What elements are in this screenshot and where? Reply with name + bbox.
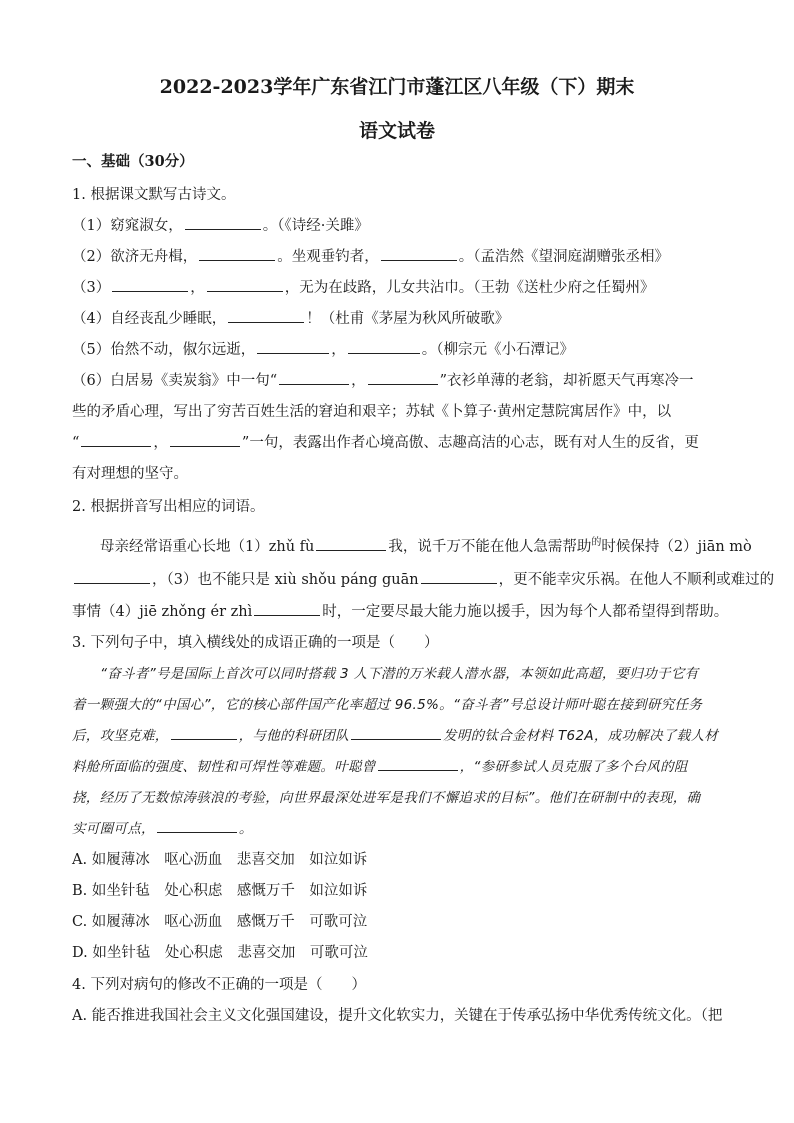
answer-blank <box>351 738 441 740</box>
answer-blank <box>170 445 240 447</box>
answer-blank <box>257 352 329 354</box>
q3-passage-line2: 着一颗强大的“中国心”，它的核心部件国产化率超过 96.5%。“奋斗者”号总设计师叶聪在接到研究任务 <box>72 697 703 713</box>
answer-blank <box>74 582 150 584</box>
q3-passage-line6: 实可圈可点， 。 <box>72 821 253 837</box>
q1-item-4: （4）自经丧乱少睡眠， ！（杜甫《茅屋为秋风所破歌》 <box>72 311 510 327</box>
answer-blank <box>185 228 261 230</box>
q1-item-1: （1）窈窕淑女， 。（《诗经·关雎》 <box>72 218 369 234</box>
q1-item-5: （5）佁然不动，俶尔远逝， ， 。（柳宗元《小石潭记》 <box>72 342 574 358</box>
exam-title: 2022-2023学年广东省江门市蓬江区八年级（下）期末 <box>159 76 635 98</box>
section-heading-basics: 一、基础（30分） <box>72 153 194 170</box>
q3-passage-line5: 挠，经历了无数惊涛骇浪的考验，向世界最深处进军是我们不懈追求的目标”。他们在研制中的表现，确 <box>72 790 701 806</box>
q2-para-line2: ，（3）也不能只是 xiù shǒu páng guān ，更不能幸灾乐祸。在他人不顺利或难过的 <box>72 568 774 589</box>
exam-subtitle: 语文试卷 <box>358 120 435 142</box>
q1-item-2: （2）欲济无舟楫， 。坐观垂钓者， 。（孟浩然《望洞庭湖赠张丞相》 <box>72 249 669 265</box>
answer-blank <box>112 290 188 292</box>
q3-option-b[interactable]: B. 如坐针毡 处心积虑 感慨万千 如泣如诉 <box>72 883 368 899</box>
q3-passage-line1: “奋斗者”号是国际上首次可以同时搭载 3 人下潜的万米载人潜水器，本领如此高超，要归功于它有 <box>100 666 699 682</box>
q3-option-d[interactable]: D. 如坐针毡 处心积虑 悲喜交加 可歌可泣 <box>72 945 368 961</box>
answer-blank <box>316 549 386 551</box>
q2-para-line3: 事情（4）jiē zhǒng ér zhì 时，一定要尽最大能力施以援手，因为每个人都希望得到帮助。 <box>72 604 729 620</box>
answer-blank <box>279 383 349 385</box>
q4-stem: 4. 下列对病句的修改不正确的一项是（ ） <box>72 977 366 993</box>
q1-item-3: （3） ， ，无为在歧路，儿女共沾巾。（王勃《送杜少府之任蜀州》 <box>72 280 655 296</box>
answer-blank <box>254 614 320 616</box>
q3-passage-line4: 料舱所面临的强度、韧性和可焊性等难题。叶聪曾 ，“参研参试人员克服了多个台风的阻 <box>72 759 688 775</box>
answer-blank <box>378 769 458 771</box>
answer-blank <box>228 321 304 323</box>
q1-stem: 1. 根据课文默写古诗文。 <box>72 187 236 203</box>
answer-blank <box>81 445 151 447</box>
answer-blank <box>171 738 237 740</box>
answer-blank <box>207 290 283 292</box>
q1-item-6-cont2: “ ， ”一句，表露出作者心境高傲、志趣高洁的心志，既有对人生的反省，更 <box>72 435 699 451</box>
q3-option-a[interactable]: A. 如履薄冰 呕心沥血 悲喜交加 如泣如诉 <box>72 852 368 868</box>
answer-blank <box>368 383 438 385</box>
answer-blank <box>199 259 275 261</box>
answer-blank <box>157 831 237 833</box>
answer-blank <box>381 259 457 261</box>
answer-blank <box>421 582 497 584</box>
q1-item-6-cont: 些的矛盾心理，写出了穷苦百姓生活的窘迫和艰辛；苏轼《卜算子·黄州定慧院寓居作》中，以 <box>72 404 672 420</box>
q1-item-6: （6）白居易《卖炭翁》中一句“ ， ”衣衫单薄的老翁，却祈愿天气再寒冷一 <box>72 373 694 389</box>
q3-option-c[interactable]: C. 如履薄冰 呕心沥血 感慨万千 可歌可泣 <box>72 914 368 930</box>
q3-passage-line3: 后，攻坚克难， ，与他的科研团队 发明的钛合金材料 T62A，成功解决了载人材 <box>72 728 719 744</box>
q2-para-line1: 母亲经常语重心长地（1）zhǔ fù 我，说千万不能在他人急需帮助$^的$时候保持（2）jiān mò <box>100 537 752 555</box>
q2-stem: 2. 根据拼音写出相应的词语。 <box>72 499 265 515</box>
q1-item-6-cont3: 有对理想的坚守。 <box>72 466 188 482</box>
q4-option-a[interactable]: A. 能否推进我国社会主义文化强国建设，提升文化软实力，关键在于传承弘扬中华优秀传统文化。（把 <box>72 1008 723 1024</box>
q3-stem: 3. 下列句子中，填入横线处的成语正确的一项是（ ） <box>72 635 439 651</box>
answer-blank <box>348 352 420 354</box>
